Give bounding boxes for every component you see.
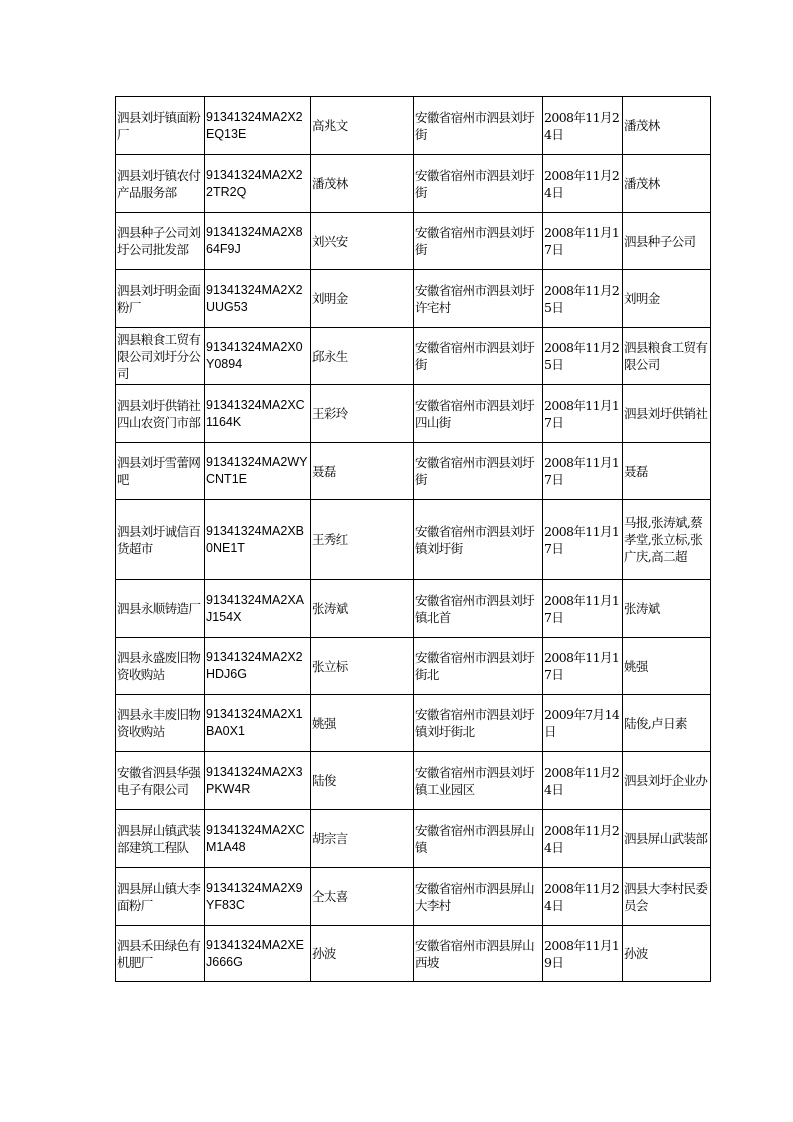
credit-code-cell: 91341324MA2X2HDJ6G xyxy=(205,638,311,695)
table-row xyxy=(116,155,711,213)
address-cell: 安徽省宿州市泗县屏山镇 xyxy=(414,810,543,868)
legal-representative-cell: 聂磊 xyxy=(311,443,414,500)
registration-date-cell: 2008年11月17日 xyxy=(543,580,623,638)
registration-date-cell: 2008年11月19日 xyxy=(543,926,623,982)
investor-cell: 泗县粮食工贸有限公司 xyxy=(623,328,711,385)
investor-cell: 潘茂林 xyxy=(623,97,711,155)
address-cell: 安徽省宿州市泗县刘圩四山街 xyxy=(414,385,543,443)
investor-cell: 泗县种子公司 xyxy=(623,213,711,270)
investor-cell: 马报,张涛斌,蔡孝堂,张立标,张广庆,高二超 xyxy=(623,500,711,580)
company-name-cell: 泗县刘圩诚信百货超市 xyxy=(116,500,205,580)
legal-representative-cell: 王秀红 xyxy=(311,500,414,580)
legal-representative-cell: 仝太喜 xyxy=(311,868,414,926)
registration-date-cell: 2008年11月24日 xyxy=(543,752,623,810)
table-row xyxy=(116,97,711,155)
registration-date-cell: 2008年11月24日 xyxy=(543,810,623,868)
credit-code-cell: 91341324MA2X2EQ13E xyxy=(205,97,311,155)
credit-code-cell: 91341324MA2X864F9J xyxy=(205,213,311,270)
company-name-cell: 泗县刘圩供销社四山农资门市部 xyxy=(116,385,205,443)
company-name-cell: 泗县种子公司刘圩公司批发部 xyxy=(116,213,205,270)
address-cell: 安徽省宿州市泗县刘圩镇刘圩街北 xyxy=(414,695,543,752)
table-row xyxy=(116,638,711,695)
company-name-cell: 泗县永盛废旧物资收购站 xyxy=(116,638,205,695)
table-row xyxy=(116,695,711,752)
registration-date-cell: 2008年11月17日 xyxy=(543,638,623,695)
investor-cell: 泗县刘圩供销社 xyxy=(623,385,711,443)
address-cell: 安徽省宿州市泗县刘圩镇刘圩街 xyxy=(414,500,543,580)
registration-date-cell: 2008年11月17日 xyxy=(543,213,623,270)
legal-representative-cell: 姚强 xyxy=(311,695,414,752)
address-cell: 安徽省宿州市泗县刘圩许宅村 xyxy=(414,270,543,328)
company-name-cell: 泗县屏山镇大李面粉厂 xyxy=(116,868,205,926)
table-row xyxy=(116,443,711,500)
company-name-cell: 泗县禾田绿色有机肥厂 xyxy=(116,926,205,982)
credit-code-cell: 91341324MA2XEJ666G xyxy=(205,926,311,982)
registration-date-cell: 2008年11月17日 xyxy=(543,385,623,443)
investor-cell: 泗县刘圩企业办 xyxy=(623,752,711,810)
table-row xyxy=(116,926,711,982)
legal-representative-cell: 王彩玲 xyxy=(311,385,414,443)
credit-code-cell: 91341324MA2XC1164K xyxy=(205,385,311,443)
registration-date-cell: 2008年11月24日 xyxy=(543,155,623,213)
credit-code-cell: 91341324MA2XB0NE1T xyxy=(205,500,311,580)
table-row xyxy=(116,385,711,443)
table-row xyxy=(116,213,711,270)
company-name-cell: 泗县永丰废旧物资收购站 xyxy=(116,695,205,752)
registration-date-cell: 2008年11月24日 xyxy=(543,868,623,926)
credit-code-cell: 91341324MA2XCM1A48 xyxy=(205,810,311,868)
table-row xyxy=(116,500,711,580)
credit-code-cell: 91341324MA2X3PKW4R xyxy=(205,752,311,810)
registration-date-cell: 2008年11月17日 xyxy=(543,443,623,500)
investor-cell: 姚强 xyxy=(623,638,711,695)
investor-cell: 潘茂林 xyxy=(623,155,711,213)
legal-representative-cell: 潘茂林 xyxy=(311,155,414,213)
company-name-cell: 泗县刘圩镇农付产品服务部 xyxy=(116,155,205,213)
company-name-cell: 泗县屏山镇武装部建筑工程队 xyxy=(116,810,205,868)
investor-cell: 泗县屏山武装部 xyxy=(623,810,711,868)
legal-representative-cell: 张涛斌 xyxy=(311,580,414,638)
company-name-cell: 泗县刘圩雪蕾网吧 xyxy=(116,443,205,500)
address-cell: 安徽省宿州市泗县刘圩街 xyxy=(414,97,543,155)
table-row xyxy=(116,810,711,868)
registration-table xyxy=(115,96,711,982)
company-name-cell: 泗县刘圩镇面粉厂 xyxy=(116,97,205,155)
address-cell: 安徽省宿州市泗县刘圩街 xyxy=(414,213,543,270)
table-row xyxy=(116,270,711,328)
investor-cell: 刘明金 xyxy=(623,270,711,328)
investor-cell: 聂磊 xyxy=(623,443,711,500)
address-cell: 安徽省宿州市泗县刘圩街 xyxy=(414,443,543,500)
credit-code-cell: 91341324MA2X22TR2Q xyxy=(205,155,311,213)
company-name-cell: 安徽省泗县华强电子有限公司 xyxy=(116,752,205,810)
address-cell: 安徽省宿州市泗县屏山大李村 xyxy=(414,868,543,926)
legal-representative-cell: 刘兴安 xyxy=(311,213,414,270)
registration-date-cell: 2009年7月14日 xyxy=(543,695,623,752)
company-name-cell: 泗县粮食工贸有限公司刘圩分公司 xyxy=(116,328,205,385)
registration-table-body xyxy=(116,97,711,982)
legal-representative-cell: 高兆文 xyxy=(311,97,414,155)
legal-representative-cell: 胡宗言 xyxy=(311,810,414,868)
credit-code-cell: 91341324MA2X0Y0894 xyxy=(205,328,311,385)
legal-representative-cell: 张立标 xyxy=(311,638,414,695)
credit-code-cell: 91341324MA2XAJ154X xyxy=(205,580,311,638)
credit-code-cell: 91341324MA2X9YF83C xyxy=(205,868,311,926)
investor-cell: 张涛斌 xyxy=(623,580,711,638)
company-name-cell: 泗县刘圩明金面粉厂 xyxy=(116,270,205,328)
address-cell: 安徽省宿州市泗县刘圩镇北首 xyxy=(414,580,543,638)
table-row xyxy=(116,580,711,638)
legal-representative-cell: 陆俊 xyxy=(311,752,414,810)
address-cell: 安徽省宿州市泗县屏山西坡 xyxy=(414,926,543,982)
company-name-cell: 泗县永顺铸造厂 xyxy=(116,580,205,638)
investor-cell: 泗县大李村民委员会 xyxy=(623,868,711,926)
credit-code-cell: 91341324MA2WYCNT1E xyxy=(205,443,311,500)
investor-cell: 陆俊,卢日素 xyxy=(623,695,711,752)
address-cell: 安徽省宿州市泗县刘圩街 xyxy=(414,328,543,385)
investor-cell: 孙波 xyxy=(623,926,711,982)
legal-representative-cell: 孙波 xyxy=(311,926,414,982)
address-cell: 安徽省宿州市泗县刘圩街北 xyxy=(414,638,543,695)
address-cell: 安徽省宿州市泗县刘圩镇工业园区 xyxy=(414,752,543,810)
credit-code-cell: 91341324MA2X1BA0X1 xyxy=(205,695,311,752)
registration-date-cell: 2008年11月25日 xyxy=(543,328,623,385)
table-row xyxy=(116,868,711,926)
address-cell: 安徽省宿州市泗县刘圩街 xyxy=(414,155,543,213)
legal-representative-cell: 刘明金 xyxy=(311,270,414,328)
registration-date-cell: 2008年11月24日 xyxy=(543,97,623,155)
legal-representative-cell: 邱永生 xyxy=(311,328,414,385)
registration-date-cell: 2008年11月25日 xyxy=(543,270,623,328)
table-row xyxy=(116,752,711,810)
credit-code-cell: 91341324MA2X2UUG53 xyxy=(205,270,311,328)
registration-date-cell: 2008年11月17日 xyxy=(543,500,623,580)
table-row xyxy=(116,328,711,385)
